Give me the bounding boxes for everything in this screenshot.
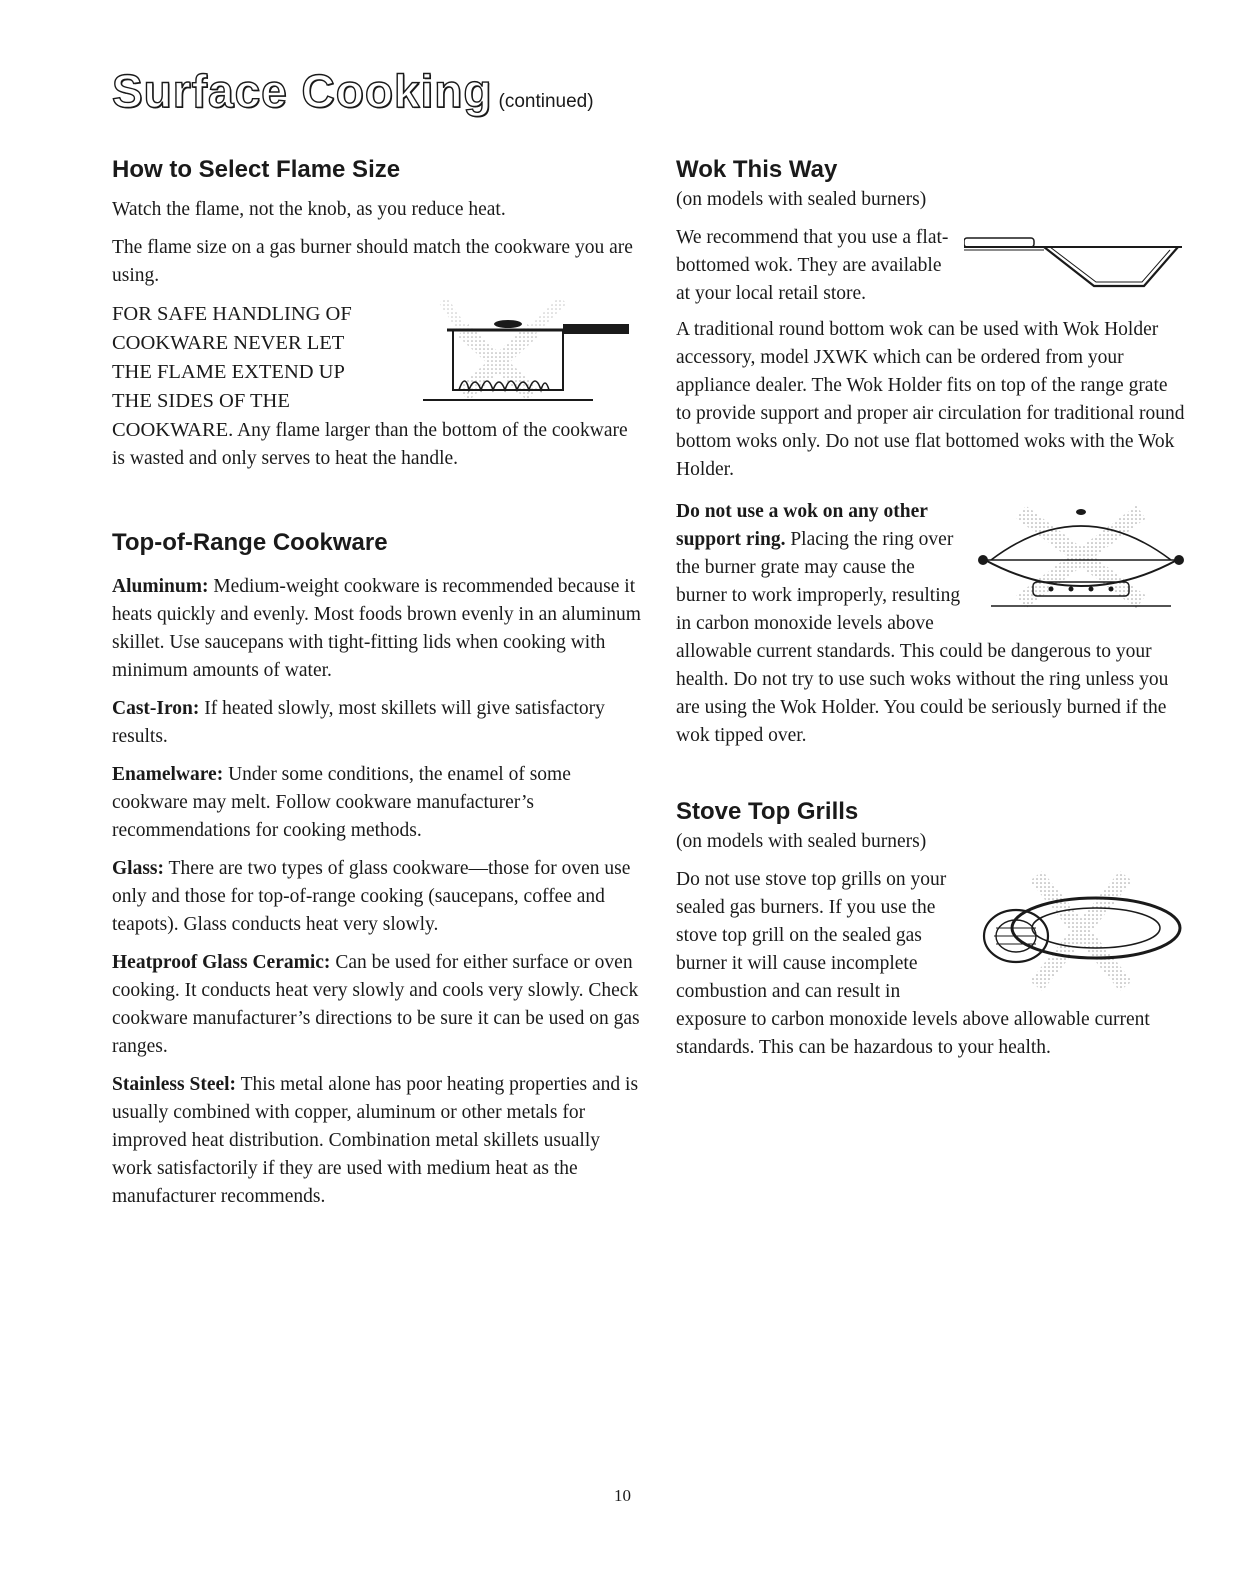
cookware-desc: If heated slowly, most skillets will give satisfactory results. [112, 698, 605, 747]
grill-icon [976, 866, 1186, 996]
cookware-item [112, 949, 642, 1061]
flame-warning-line-5: COOKWARE. [112, 419, 234, 441]
cookware-heading: Top-of-Range Cookware [112, 529, 388, 556]
flame-warning-line-3: THE FLAME EXTEND UP [112, 361, 345, 383]
cookware-term: Glass: [112, 858, 165, 879]
flame-warning-line-1: FOR SAFE HANDLING OF [112, 303, 352, 325]
cookware-term: Heatproof Glass Ceramic: [112, 952, 331, 973]
flame-warning-rest: Any flame larger than the bottom of the cookware is wasted and only serves to heat the handle. [112, 420, 628, 469]
flame-size-heading: How to Select Flame Size [112, 156, 401, 183]
flat-wok-icon [964, 230, 1182, 292]
wok-recommend-block [676, 224, 1186, 308]
flame-warning-block [112, 300, 642, 473]
wok-subheading: (on models with sealed burners) [676, 189, 927, 210]
right-column [676, 156, 1186, 1070]
wok-on-ring-illustration [971, 502, 1186, 614]
cookware-term: Aluminum: [112, 576, 209, 597]
grills-para: Do not use stove top grills on your sealed gas burners. If you use the stove top grill on the sealed gas burner it will cause incomplete combustion and can result in exposure to carbon monoxide levels above allowable current standards. This can be hazardous to your health. [676, 869, 1150, 1058]
flat-wok-illustration [964, 230, 1182, 292]
continued-label: (continued) [498, 91, 594, 112]
flame-size-para-2: The flame size on a gas burner should match the cookware you are using. [112, 237, 633, 286]
wok-heading: Wok This Way [676, 156, 838, 183]
cookware-term: Stainless Steel: [112, 1074, 237, 1095]
wok-warning-bold: Do not use a wok on any other support ring. [676, 501, 928, 550]
flame-warning-line-2: COOKWARE NEVER LET [112, 332, 345, 354]
wok-para-2: A traditional round bottom wok can be used with Wok Holder accessory, model JXWK which can be ordered from your appliance dealer. The Wok Holder fits on top of the range grate to provide support and proper air circulation for traditional round bottom woks only. Do not use flat bottomed woks with the Wok Holder. [676, 319, 1185, 480]
cookware-item [112, 761, 642, 845]
stove-top-grill-illustration [976, 866, 1186, 996]
cookware-item [112, 855, 642, 939]
cookware-term: Cast-Iron: [112, 698, 200, 719]
page-title [112, 64, 594, 118]
cookware-item [112, 573, 642, 685]
flame-size-para-1: Watch the flame, not the knob, as you reduce heat. [112, 199, 506, 220]
wok-warning-text: Placing the ring over the burner grate may cause the burner to work improperly, resulting in carbon monoxide levels above allowable current standards. This could be dangerous to your health. Do not try to use such woks without the ring unless you are using the Wok Holder. You could be seriously burned if the wok tipped over. [676, 529, 1169, 746]
saucepan-icon [423, 300, 638, 408]
page-title-text: Surface Cooking [112, 65, 493, 117]
cookware-desc: Under some conditions, the enamel of some cookware may melt. Follow cookware manufacturer’s recommendations for cooking methods. [112, 764, 571, 841]
left-column [112, 156, 642, 1221]
grills-subheading: (on models with sealed burners) [676, 831, 927, 852]
cookware-item [112, 1071, 642, 1211]
wok-warning-block [676, 498, 1186, 750]
cookware-desc: Can be used for either surface or oven cooking. It conducts heat very slowly and cools very slowly. Check cookware manufacturer’s directions to be sure it can be used on gas ranges. [112, 952, 640, 1057]
cookware-desc: Medium-weight cookware is recommended because it heats quickly and evenly. Most foods brown evenly in an aluminum skillet. Use saucepans with tight-fitting lids when cooking with minimum amounts of water. [112, 576, 641, 681]
cookware-desc: There are two types of glass cookware—those for oven use only and those for top-of-range cooking (saucepans, coffee and teapots). Glass conducts heat very slowly. [112, 858, 631, 935]
flame-warning-line-4: THE SIDES OF THE [112, 390, 290, 412]
wok-ring-icon [971, 502, 1186, 614]
page-number: 10 [614, 1486, 631, 1505]
grills-heading: Stove Top Grills [676, 798, 859, 825]
wok-para-1: We recommend that you use a flat-bottomed wok. They are available at your local retail store. [676, 227, 949, 304]
saucepan-flame-illustration [423, 300, 638, 408]
grills-block [676, 866, 1186, 1062]
cookware-item [112, 695, 642, 751]
cookware-desc: This metal alone has poor heating properties and is usually combined with copper, aluminum or other metals for improved heat distribution. Combination metal skillets usually work satisfactorily if they are used with medium heat as the manufacturer recommends. [112, 1074, 639, 1207]
cookware-term: Enamelware: [112, 764, 224, 785]
